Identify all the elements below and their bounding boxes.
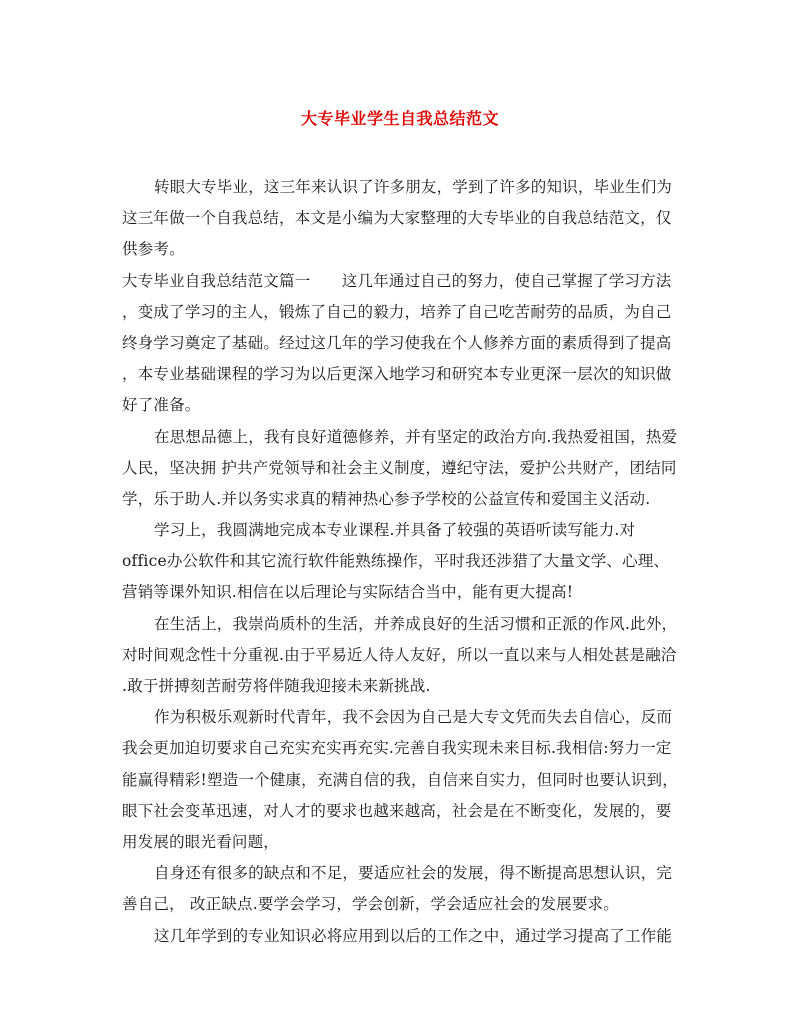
text-line: 善自己， 改正缺点.要学会学习，学会创新，学会适应社会的发展要求。 (122, 895, 619, 914)
text-line: 用发展的眼光看问题， (122, 832, 280, 851)
document-title: 大专毕业学生自我总结范文 (300, 109, 499, 128)
text-line: 作为积极乐观新时代青年，我不会因为自己是大专文凭而失去自信心，反而 (154, 708, 673, 727)
text-line: 对时间观念性十分重视.由于平易近人待人友好，所以一直以来与人相处甚是融洽 (122, 645, 677, 664)
text-line: 我会更加迫切要求自己充实充实再充实.完善自我实现未来目标.我相信:努力一定 (122, 739, 672, 758)
text-line: 学，乐于助人.并以务实求真的精神热心参予学校的公益宣传和爱国主义活动. (122, 489, 651, 508)
text-line: 在生活上，我崇尚质朴的生活，并养成良好的生活习惯和正派的作风.此外， (154, 614, 678, 633)
text-line: 能赢得精彩!塑造一个健康，充满自信的我，自信来自实力，但同时也要认识到， (122, 770, 678, 789)
text-line: 供参考。 (122, 240, 185, 259)
text-line: ，本专业基础课程的学习为以后更深入地学习和研究本专业更深一层次的知识做 (122, 365, 672, 384)
text-line: 眼下社会变革迅速，对人才的要求也越来越高，社会是在不断变化，发展的，要 (122, 801, 672, 820)
text-line: 大专毕业自我总结范文篇一 这几年通过自己的努力，使自己掌握了学习方法 (122, 271, 672, 290)
text-line: 在思想品德上，我有良好道德修养，并有坚定的政治方向.我热爱祖国，热爱 (154, 427, 678, 446)
text-line: 好了准备。 (122, 396, 201, 415)
text-line: 终身学习奠定了基础。经过这几年的学习使我在个人修养方面的素质得到了提高 (122, 333, 672, 352)
text-line: 人民，坚决拥 护共产党领导和社会主义制度，遵纪守法，爱护公共财产，团结同 (122, 458, 677, 477)
text-line: 这三年做一个自我总结，本文是小编为大家整理的大专毕业的自我总结范文，仅 (122, 209, 672, 228)
text-line: office办公软件和其它流行软件能熟练操作，平时我还涉猎了大量文学、心理、 (122, 552, 670, 571)
text-line: .敢于拼搏刻苦耐劳将伴随我迎接未来新挑战. (122, 677, 431, 695)
text-line: 学习上，我圆满地完成本专业课程.并具备了较强的英语听读写能力.对 (154, 521, 636, 540)
document-body (122, 172, 682, 952)
text-line: ，变成了学习的主人，锻炼了自己的毅力，培养了自己吃苦耐劳的品质，为自己 (122, 302, 672, 321)
text-line: 这几年学到的专业知识必将应用到以后的工作之中，通过学习提高了工作能 (154, 926, 673, 945)
text-line: 自身还有很多的缺点和不足，要适应社会的发展，得不断提高思想认识，完 (154, 864, 673, 883)
text-line: 营销等课外知识.相信在以后理论与实际结合当中，能有更大提高! (122, 583, 574, 602)
text-line: 转眼大专毕业，这三年来认识了许多朋友，学到了许多的知识，毕业生们为 (154, 178, 673, 196)
